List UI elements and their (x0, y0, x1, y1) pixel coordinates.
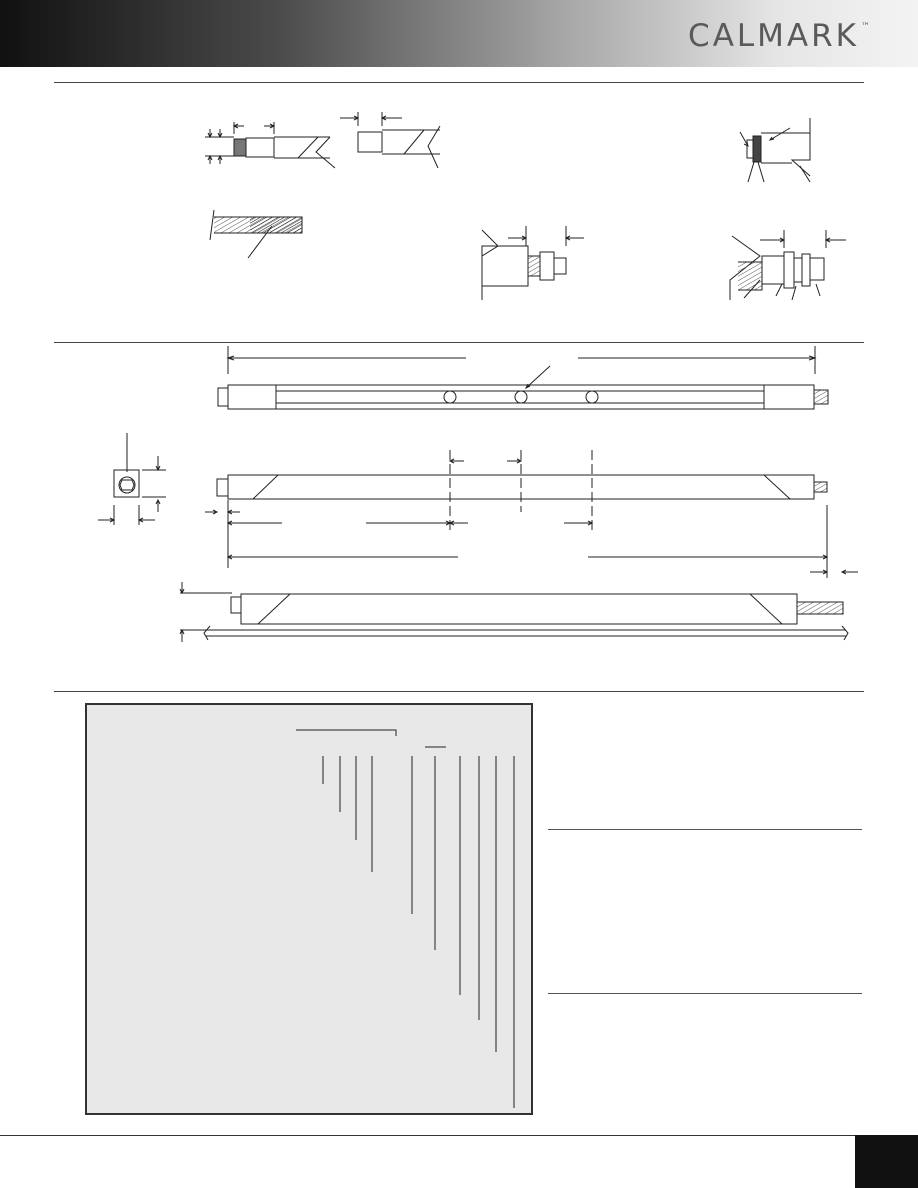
rod-long-view (180, 582, 848, 642)
detail-fitting (482, 226, 584, 300)
cross-section-view (98, 433, 166, 525)
rod-body-dimensioned (205, 450, 858, 578)
side-section-divider-2 (548, 993, 862, 994)
brand-name: CALMARK (688, 18, 859, 54)
detail-end-plain (340, 112, 440, 168)
side-section-divider-1 (548, 829, 862, 830)
part-number-panel (85, 703, 533, 1115)
detail-assembly (730, 230, 846, 300)
main-rod-drawing (218, 346, 828, 409)
detail-cap-right (740, 118, 810, 182)
detail-threaded-rod (210, 210, 302, 258)
page-number-tab (855, 1135, 918, 1188)
detail-end-tip (205, 122, 335, 168)
trademark-symbol: ™ (861, 21, 870, 32)
footer-rule (0, 1135, 918, 1136)
